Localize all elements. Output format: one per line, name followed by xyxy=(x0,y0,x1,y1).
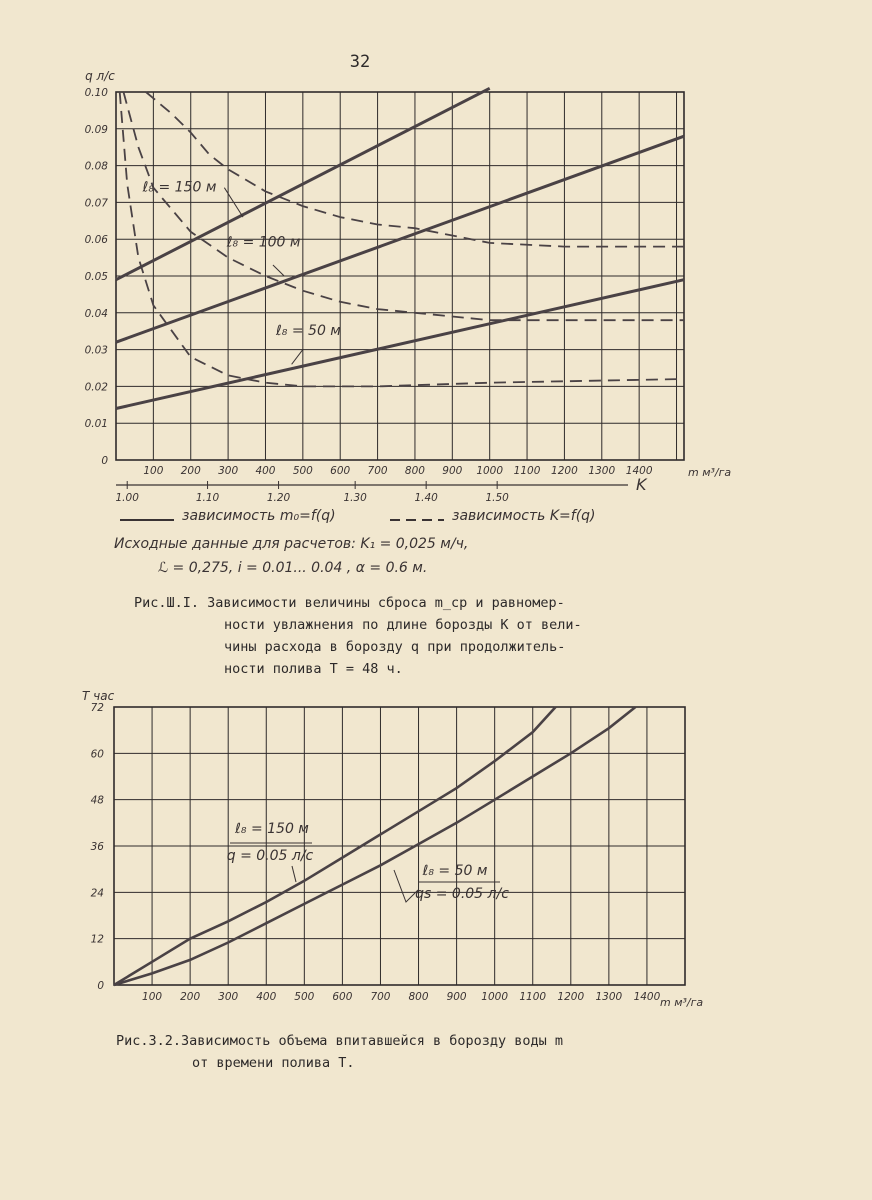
y-tick-label: 0.08 xyxy=(84,160,108,173)
k-axis-tick-label: 1.20 xyxy=(266,492,291,504)
x-tick-label: 200 xyxy=(180,465,201,477)
y-tick-label: 0 xyxy=(101,455,108,467)
x-tick-label: 400 xyxy=(256,991,277,1003)
y-tick-label: 0.10 xyxy=(84,87,108,99)
x-axis-label: m м³/га xyxy=(660,996,704,1009)
y-tick-label: 0.09 xyxy=(84,123,108,136)
x-tick-label: 1000 xyxy=(481,991,509,1003)
curve-annotation: ℓ₈ = 50 м xyxy=(422,863,488,879)
y-axis-label: q л/с xyxy=(85,69,115,83)
x-tick-label: 300 xyxy=(218,991,239,1003)
curve-annotation: ℓ₈ = 100 м xyxy=(226,234,301,251)
y-tick-label: 60 xyxy=(90,748,104,761)
y-tick-label: 36 xyxy=(90,841,104,853)
figure-caption-2: Рис.3.2.Зависимость объема впитавшейся в борозду воды m от времени полива T. xyxy=(116,1033,564,1071)
legend-dashed-sample xyxy=(388,512,448,524)
x-tick-label: 1300 xyxy=(588,465,616,477)
input-data-line-1: Исходные данные для расчетов: K₁ = 0,025 м/ч, xyxy=(114,536,469,552)
k-axis-tick-label: 1.40 xyxy=(414,492,438,504)
page-number: 32 xyxy=(349,52,371,72)
y-tick-label: 0 xyxy=(97,980,104,992)
y-tick-label: 72 xyxy=(90,702,104,714)
y-tick-label: 24 xyxy=(90,887,104,900)
input-data-line-2: ℒ = 0,275, i = 0.01... 0.04 , α = 0.6 м. xyxy=(158,560,428,576)
x-tick-label: 700 xyxy=(370,991,391,1003)
x-tick-label: 100 xyxy=(142,991,163,1003)
curve-annotation: ℓ₈ = 50 м xyxy=(276,322,341,339)
x-tick-label: 1400 xyxy=(633,991,661,1003)
curve-annotation: q = 0.05 л/с xyxy=(226,848,314,864)
legend-dashed-label: зависимость K=f(q) xyxy=(452,508,596,524)
k-axis-tick-label: 1.10 xyxy=(195,492,220,504)
x-tick-label: 600 xyxy=(332,991,353,1003)
x-tick-label: 500 xyxy=(294,991,315,1003)
x-tick-label: 800 xyxy=(408,991,429,1003)
y-tick-label: 0.02 xyxy=(84,381,108,394)
figure-caption-1: Рис.Ш.I. Зависимости величины сброса m_ср и равномер- ности увлажнения по длине борозды K от вели- чины расхода в борозду q при продолжитель- ности полива T = 48 ч. xyxy=(134,595,582,677)
x-tick-label: 1100 xyxy=(519,991,547,1003)
k-axis-label: K xyxy=(636,475,647,494)
y-tick-label: 12 xyxy=(90,933,104,946)
curve-annotation: qs = 0.05 л/с xyxy=(415,886,509,902)
curve-annotation: ℓ₈ = 150 м xyxy=(235,821,309,837)
x-tick-label: 800 xyxy=(404,465,425,477)
x-tick-label: 1200 xyxy=(551,465,578,477)
y-tick-label: 0.05 xyxy=(84,271,108,283)
x-tick-label: 400 xyxy=(255,465,276,477)
legend-solid-sample xyxy=(118,512,178,524)
y-tick-label: 0.01 xyxy=(84,418,108,431)
x-tick-label: 900 xyxy=(442,465,463,477)
x-tick-label: 1400 xyxy=(625,465,653,477)
x-tick-label: 200 xyxy=(180,991,201,1003)
k-axis-tick-label: 1.00 xyxy=(115,492,139,504)
x-tick-label: 300 xyxy=(218,465,239,477)
x-tick-label: 1300 xyxy=(595,991,623,1003)
x-tick-label: 500 xyxy=(292,465,313,477)
x-tick-label: 700 xyxy=(367,465,388,477)
x-tick-label: 900 xyxy=(446,991,467,1003)
x-tick-label: 100 xyxy=(143,465,164,477)
y-tick-label: 0.04 xyxy=(84,307,108,320)
annotation-leader xyxy=(292,866,296,882)
x-tick-label: 600 xyxy=(330,465,351,477)
y-tick-label: 48 xyxy=(90,794,104,807)
x-axis-label: m м³/га xyxy=(688,466,732,479)
y-tick-label: 0.03 xyxy=(84,344,108,357)
curve-annotation: ℓ₈ = 150 м xyxy=(142,179,217,196)
y-tick-label: 0.06 xyxy=(84,234,108,247)
k-axis-tick-label: 1.30 xyxy=(343,492,367,504)
x-tick-label: 1200 xyxy=(557,991,585,1003)
k-axis-tick-label: 1.50 xyxy=(485,492,509,504)
y-tick-label: 0.07 xyxy=(84,197,108,210)
y-axis-label: T час xyxy=(82,689,115,703)
legend-solid-label: зависимость m₀=f(q) xyxy=(182,508,336,524)
x-tick-label: 1100 xyxy=(513,465,541,477)
x-tick-label: 1000 xyxy=(476,465,504,477)
